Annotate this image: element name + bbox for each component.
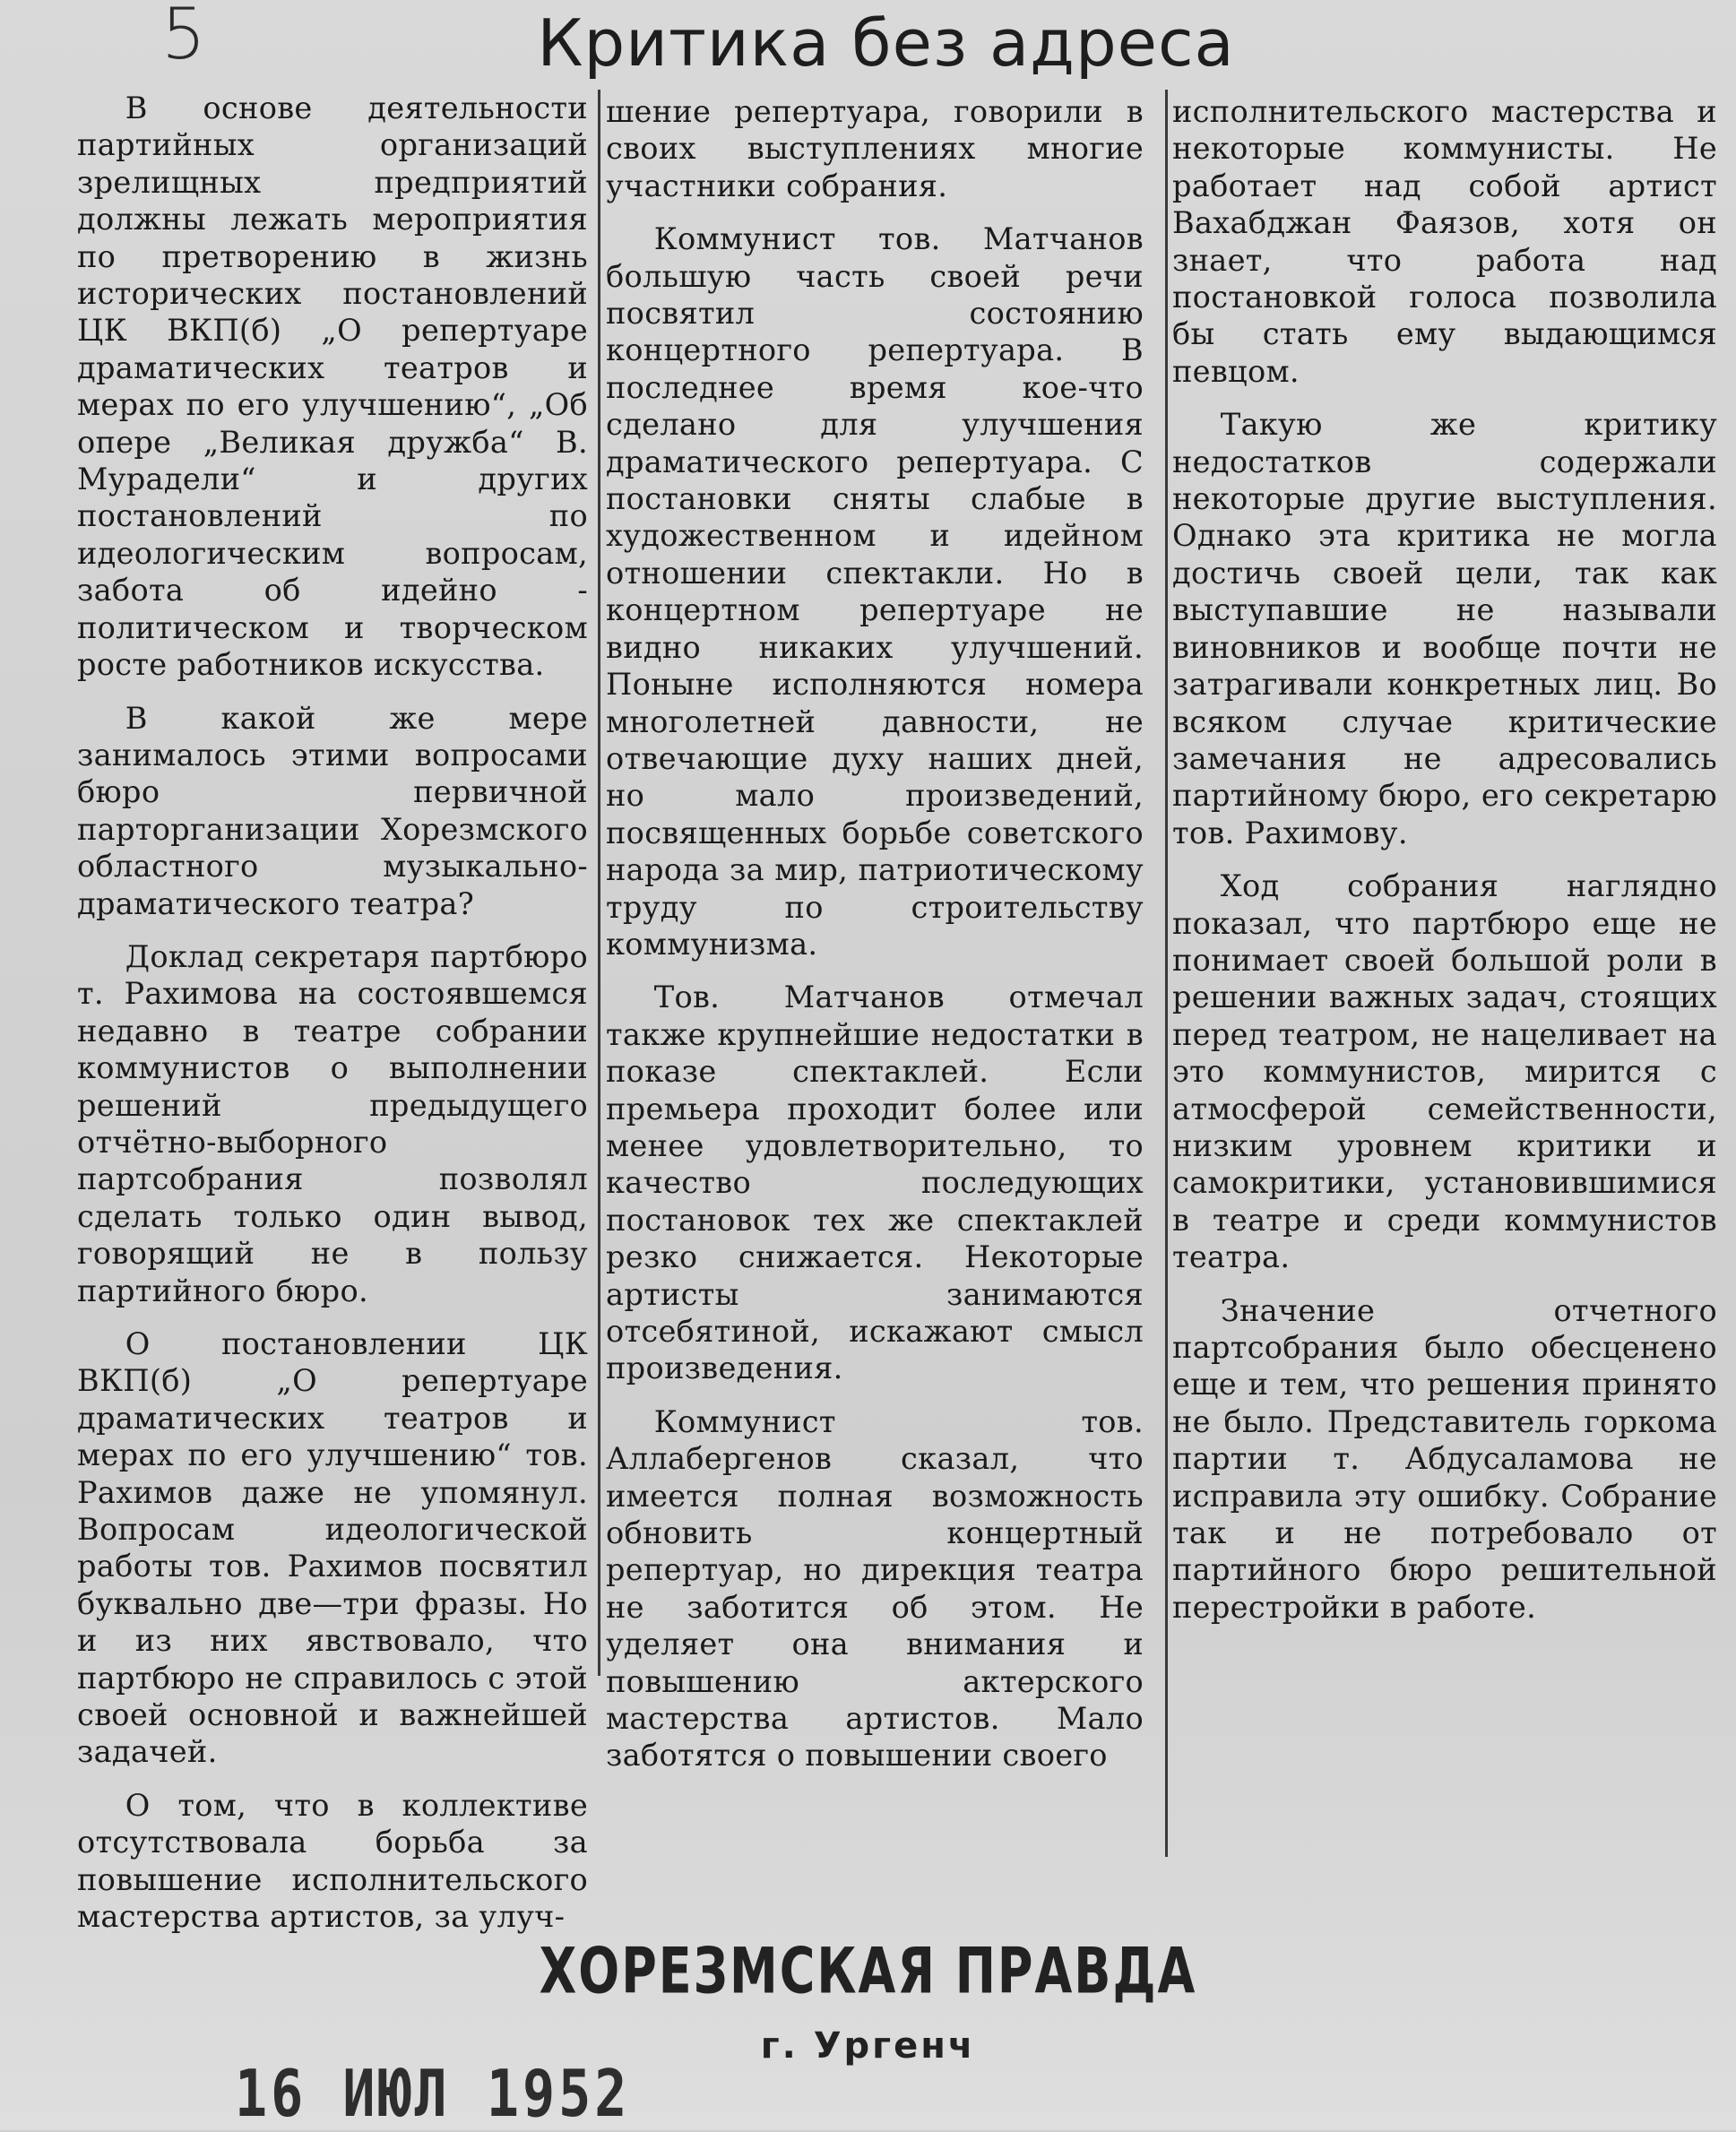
page-number: 5 [161,0,206,75]
paragraph: Ход собрания наглядно показал, что партбюро еще не понимает своей большой роли в решении важных задач, стоящих перед театром, не нацеливает на это коммунистов, мирится с атмосферой семейственности, низким уровнем критики и самокритики, установившимися в театре и среди коммунистов театра. [1172,868,1717,1275]
paragraph: Значение отчетного партсобрания было обесценено еще и тем, что решения принято не было. Представитель горкома партии т. Абдусаламова не исправила эту ошибку. Собрание так и не потребовало от партийного бюро решительной перестройки в работе. [1172,1292,1717,1625]
paragraph: О том, что в коллективе отсутствовала борьба за повышение исполнительского мастерства артистов, за улуч- [77,1787,588,1935]
paragraph: Тов. Матчанов отмечал также крупнейшие недостатки в показе спектаклей. Если премьера проходит более или менее удовлетворительно, то качество последующих постановок тех же спектаклей резко снижается. Некоторые артисты занимаются отсебятиной, искажают смысл произведения. [606,980,1144,1386]
newspaper-city: г. Ургенч [760,2025,976,2067]
paragraph: Доклад секретаря партбюро т. Рахимова на состоявшемся недавно в театре собрании коммунистов о выполнении решений предыдущего отчётно-выборного партсобрания позволял сделать только один вывод, говорящий не в пользу партийного бюро. [77,938,588,1308]
article-column-1 [77,90,588,1935]
article-column-3 [1172,93,1717,1868]
paragraph: Такую же критику недостатков содержали некоторые другие выступления. Однако эта критика не могла достичь своей цели, так как выступавшие не называли виновников и вообще почти не затрагивали конкретных лиц. Во всяком случае критические замечания не адресовались партийному бюро, его секретарю тов. Рахимову. [1172,407,1717,850]
paragraph: шение репертуара, говорили в своих выступлениях многие участники собрания. [606,94,1144,203]
newspaper-masthead: ХОРЕЗМСКАЯ ПРАВДА [539,1934,1197,2008]
article-body [77,90,1719,1935]
article-headline: Критика без адреса [537,5,1235,81]
paragraph: В основе деятельности партийных организаций зрелищных предприятий должны лежать мероприятия по претворению в жизнь исторических постановлений ЦК ВКП(б) „О репертуаре драматических театров и мерах по его улучшению“, „Об опере „Великая дружба“ В. Мурадели“ и других постановлений по идеологическим вопросам, забота об идейно - политическом и творческом росте работников искусства. [77,91,588,683]
paragraph: исполнительского мастерства и некоторые коммунисты. Не работает над собой артист Вахабджан Фаязов, хотя он знает, что работа над постановкой голоса позволила бы стать ему выдающимся певцом. [1172,94,1717,389]
date-stamp: 16 ИЮЛ 1952 [235,2057,631,2132]
paragraph: Коммунист тов. Матчанов большую часть своей речи посвятил состоянию концертного репертуара. В последнее время кое-что сделано для улучшения драматического репертуара. С постановки сняты слабые в художественном и идейном отношении спектакли. Но в концертном репертуаре не видно никаких улучшений. Поныне исполняются номера многолетней давности, не отвечающие духу наших дней, но мало произведений, посвященных борьбе советского народа за мир, патриотическому труду по строительству коммунизма. [606,221,1144,962]
paragraph: Коммунист тов. Аллабергенов сказал, что имеется полная возможность обновить концертный репертуар, но дирекция театра не заботится об этом. Не уделяет она внимания и повышению актерского мастерства артистов. Мало заботятся о повышении своего [606,1403,1144,1774]
paragraph: О постановлении ЦК ВКП(б) „О репертуаре драматических театров и мерах по его улучшению“ тов. Рахимов даже не упомянул. Вопросам идеологической работы тов. Рахимов посвятил буквально две—три фразы. Но и из них явствовало, что партбюро не справилось с этой своей основной и важнейшей задачей. [77,1326,588,1770]
article-column-2 [606,93,1144,1868]
paragraph: В какой же мере занималось этими вопросами бюро первичной парторганизации Хорезмского областного музыкально-драматического театра? [77,700,588,921]
